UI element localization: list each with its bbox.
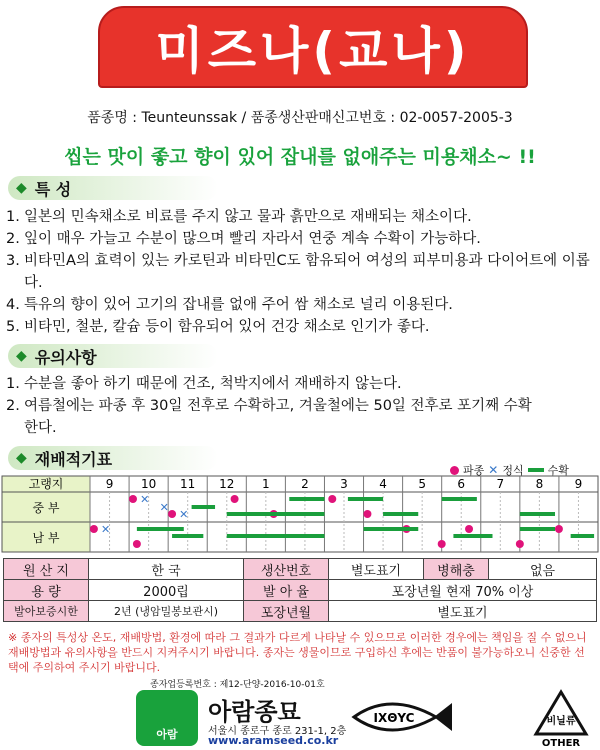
sow-mark [555,525,563,533]
month-label: 5 [418,477,426,491]
sow-mark [231,495,239,503]
month-label: 8 [535,477,544,491]
month-label: 3 [340,477,348,491]
cautions-list [6,373,566,439]
sow-mark [90,525,98,533]
harvest-bar [137,527,184,531]
plant-mark: ✕ [159,501,169,514]
month-label: 11 [180,477,196,491]
capacity-value: 2000립 [89,580,244,601]
harvest-bar [364,527,419,531]
plant-mark: ✕ [140,493,150,506]
features-heading [8,176,218,200]
sow-mark [465,525,473,533]
list-item: 1. 일본의 민속채소로 비료를 주지 않고 물과 흙만으로 재배되는 채소이다. [6,209,472,225]
cautions-heading-label: 유의사항 [34,347,97,367]
cultivation-calendar [0,474,600,554]
harvest-bar [520,527,555,531]
capacity-label: 용 량 [4,580,89,601]
list-item: 2. 잎이 매우 가늘고 수분이 많으며 빨리 자라서 연중 계속 수확이 가능하다. [6,231,481,247]
calendar-legend: 파종 ✕ 정식 수확 [450,462,569,478]
harvest-bar [453,534,492,538]
company-website: www.aramseed.co.kr [208,734,339,747]
product-info-table [3,558,597,622]
region-label-central: 중 부 [32,501,60,515]
sow-mark [363,510,371,518]
origin-value: 한 국 [89,559,244,580]
sow-mark [133,540,141,548]
month-label: 1 [262,477,270,491]
packaging-date-value: 별도표기 [329,601,597,622]
list-item: 2. 여름철에는 파종 후 30일 전후로 수확하고, 겨울철에는 50일 전후로 포기째 수확한다. [6,398,532,436]
disclaimer-notice: ※ 종자의 특성상 온도, 재배방법, 환경에 따라 그 결과가 다르게 나타날 수 있으므로 이러한 경우에는 책임을 질 수 없으니 재배방법과 유의사항을 반드시 지켜주시기 바랍니다. 종자는 생물이므로 구입하신 후에는 반품이 불가능하오니 신중한 선택에 주의하여 주시기 바랍니다. [8,631,587,674]
month-label: 7 [496,477,505,491]
variety-registration-line: 품종명 : Teunteunssak / 품종생산판매신고번호 : 02-0057-2005-3 [87,110,513,126]
month-label: 2 [301,477,309,491]
cautions-heading [8,344,218,368]
month-label: 4 [379,477,387,491]
fish-text: IXΘYC [373,711,415,725]
product-title: 미즈나(교나) [155,22,471,80]
company-logo [136,690,198,746]
seed-business-registration: 종자업등록번호 : 제12-단양-2016-10-01호 [150,680,325,690]
sow-mark [516,540,524,548]
table-row [4,559,597,580]
tagline: 씹는 맛이 좋고 향이 있어 잡내를 없애주는 미용채소~ !! [64,146,536,168]
sow-mark [129,495,137,503]
harvest-marker-icon [528,468,544,472]
plant-mark: ✕ [179,508,189,521]
pest-label: 병해충 [424,559,489,580]
harvest-bar [348,497,383,501]
harvest-bar [227,534,325,538]
logo-text: 아람 [156,728,178,741]
plant-marker-icon: ✕ [488,463,499,477]
list-item: 4. 특유의 향이 있어 고기의 잡내를 없애 주어 쌈 채소로 널리 이용된다. [6,297,453,313]
diamond-icon: ◆ [16,348,27,364]
fish-emblem-icon [350,695,456,739]
harvest-bar [520,512,555,516]
germination-guarantee-value: 2년 (냉암밀봉보관시) [89,601,244,622]
features-heading-label: 특 성 [34,179,72,199]
company-name: 아람종묘 [208,698,301,726]
origin-label: 원 산 지 [4,559,89,580]
recycle-icon [530,688,592,748]
sow-mark [168,510,176,518]
harvest-bar [383,512,418,516]
pest-value: 없음 [489,559,597,580]
features-list [6,206,596,338]
month-label: 6 [457,477,466,491]
month-label: 12 [219,477,235,491]
harvest-bar [227,512,325,516]
list-item: 1. 수분을 좋아 하기 때문에 건조, 척박지에서 재배하지 않는다. [6,376,402,392]
region-header-label: 고랭지 [28,477,64,491]
fish-tail [434,703,452,731]
month-label: 9 [105,477,114,491]
sow-mark [438,540,446,548]
recycle-triangle [536,692,586,734]
germination-rate-label: 발 아 율 [244,580,329,601]
list-item: 5. 비타민, 철분, 칼슘 등이 함유되어 있어 건강 채소로 인기가 좋다. [6,319,430,335]
harvest-bar [571,534,594,538]
plant-mark: ✕ [101,523,111,536]
month-label: 9 [574,477,583,491]
recycle-label: 비닐류 [546,716,576,727]
product-title-banner [98,6,528,88]
sow-mark [328,495,336,503]
harvest-bar [289,497,324,501]
packaging-date-label: 포장년월 [244,601,329,622]
germination-guarantee-label: 발아보증시한 [4,601,89,622]
diamond-icon: ◆ [16,180,27,196]
production-number-value: 별도표기 [329,559,424,580]
harvest-bar [172,534,203,538]
table-row [4,580,597,601]
region-label-southern: 남 부 [32,531,60,545]
diamond-icon: ◆ [16,450,27,466]
calendar-heading-label: 재배적기표 [34,449,113,469]
harvest-bar [192,505,215,509]
table-row [4,601,597,622]
list-item: 3. 비타민A의 효력이 있는 카로틴과 비타민C도 함유되어 여성의 피부미용과 다이어트에 이롭다. [6,253,590,291]
harvest-bar [442,497,477,501]
production-number-label: 생산번호 [244,559,329,580]
month-label: 10 [140,477,157,491]
recycle-other-label: OTHER [541,738,581,748]
company-address: 서울시 종로구 종로 231-1, 2층 [208,726,347,737]
calendar-heading [8,446,218,470]
germination-rate-value: 포장년월 현재 70% 이상 [329,580,597,601]
